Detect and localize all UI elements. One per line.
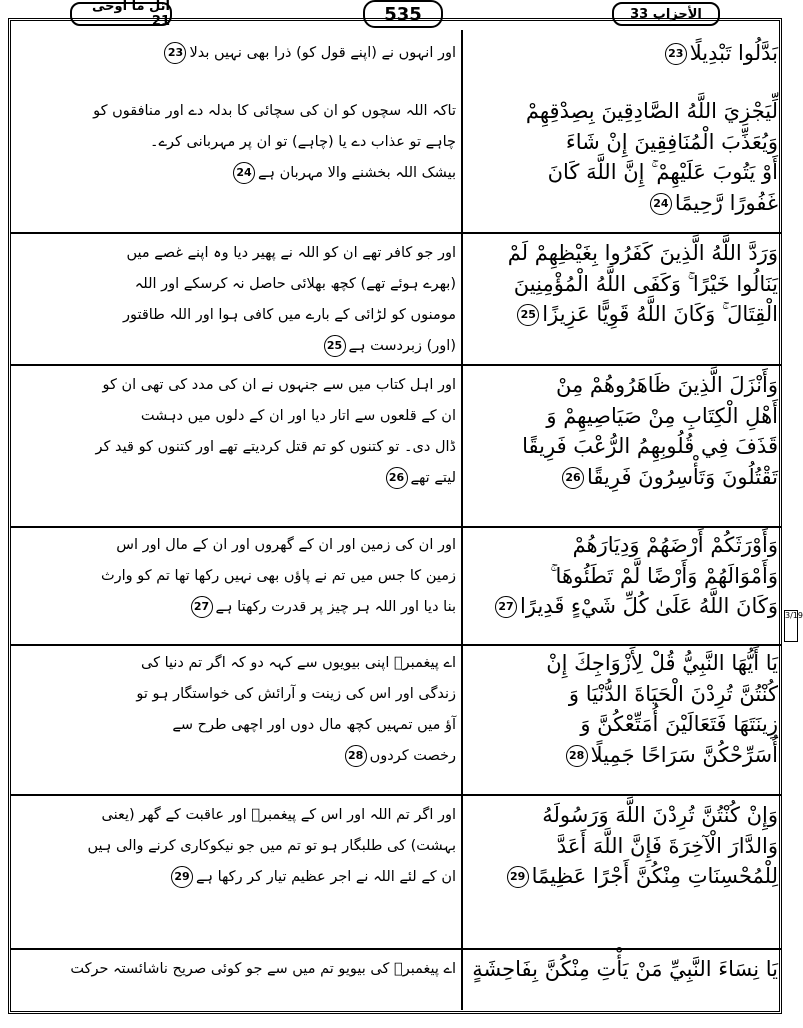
urdu-text: بہشت) کی طلبگار ہو تو تم میں جو نیکوکاری کرنے والی ہیں [87, 838, 456, 854]
arabic-line [463, 188, 778, 219]
urdu-translation-block [12, 800, 456, 893]
urdu-text: بیشک اللہ بخشنے والا مہربان ہے [258, 165, 456, 181]
verse-number-arabic: 25 [517, 304, 539, 326]
arabic-line [463, 401, 778, 432]
urdu-line [12, 954, 456, 985]
verse-number-urdu: 24 [233, 162, 255, 184]
section-separator [11, 794, 782, 796]
urdu-text: اور انہوں نے (اپنے قول کو) ذرا بھی نہیں بدلا [189, 45, 456, 61]
urdu-line [12, 158, 456, 189]
urdu-line [12, 741, 456, 772]
arabic-text: وَأَمْوَالَهُمْ وَأَرْضًا لَّمْ تَطَئُوهَا ۚ [550, 563, 778, 588]
arabic-verse-block [463, 530, 778, 622]
arabic-line [463, 591, 778, 622]
arabic-line [463, 238, 778, 269]
urdu-text: اور جو کافر تھے ان کو اللہ نے پھیر دیا وہ اپنے غصے میں [126, 245, 456, 261]
urdu-line [12, 269, 456, 300]
urdu-line [12, 127, 456, 158]
urdu-line [12, 561, 456, 592]
urdu-text: تاکہ اللہ سچوں کو ان کی سچائی کا بدلہ دے اور منافقوں کو [93, 103, 456, 119]
urdu-translation-block [12, 96, 456, 189]
urdu-line [12, 401, 456, 432]
urdu-translation-block [12, 370, 456, 494]
arabic-verse-block [463, 96, 778, 218]
arabic-verse-block [463, 954, 778, 985]
verse-number-arabic: 26 [562, 467, 584, 489]
arabic-verse-block [463, 370, 778, 492]
arabic-line [463, 709, 778, 740]
urdu-text: چاہے تو عذاب دے یا (چاہے) تو ان پر مہربانی کرے۔ [149, 134, 456, 150]
verse-number-arabic: 24 [650, 193, 672, 215]
arabic-line [463, 740, 778, 771]
urdu-line [12, 710, 456, 741]
verse-number-arabic: 28 [566, 745, 588, 767]
page-number: 535 [363, 0, 443, 28]
arabic-line [463, 96, 778, 127]
urdu-line [12, 800, 456, 831]
urdu-line [12, 831, 456, 862]
urdu-text: لیتے تھے [410, 470, 456, 486]
arabic-text: أُسَرِّحْكُنَّ سَرَاحًا جَمِيلًا [590, 742, 778, 767]
urdu-line [12, 592, 456, 623]
urdu-translation-block [12, 38, 456, 69]
arabic-text: لِلْمُحْسِنَاتِ مِنْكُنَّ أَجْرًا عَظِيمًا [531, 864, 778, 888]
arabic-line [463, 269, 778, 300]
surah-label: الأحزاب 33 [612, 2, 720, 26]
urdu-line [12, 463, 456, 494]
urdu-text: رخصت کردوں [369, 748, 456, 764]
verse-number-arabic: 27 [495, 596, 517, 618]
arabic-text: وَيُعَذِّبَ الْمُنَافِقِينَ إِنْ شَاءَ [565, 129, 778, 154]
arabic-text: وَكَانَ اللَّهُ عَلَىٰ كُلِّ شَيْءٍ قَدِيرًا [520, 594, 778, 618]
verse-number-urdu: 25 [324, 335, 346, 357]
arabic-line [463, 299, 778, 330]
arabic-verse-block [463, 238, 778, 330]
urdu-line [12, 238, 456, 269]
arabic-line [463, 157, 778, 188]
section-separator [11, 232, 782, 234]
arabic-text: يَا نِسَاءَ النَّبِيِّ مَنْ يَأْتِ مِنْكُنَّ بِفَاحِشَةٍ [472, 957, 778, 981]
verse-number-urdu: 29 [171, 866, 193, 888]
arabic-text: وَأَوْرَثَكُمْ أَرْضَهُمْ وَدِيَارَهُمْ [572, 533, 778, 557]
arabic-text: غَفُورًا رَّحِيمًا [674, 190, 778, 215]
arabic-verse-block [463, 648, 778, 770]
verse-number-arabic: 29 [507, 866, 529, 888]
arabic-text: أَوْ يَتُوبَ عَلَيْهِمْ ۚ إِنَّ اللَّهَ كَانَ [547, 160, 778, 184]
arabic-line [463, 861, 778, 892]
urdu-line [12, 432, 456, 463]
urdu-line [12, 648, 456, 679]
arabic-text: أَهْلِ الْكِتَابِ مِنْ صَيَاصِيهِمْ وَ [546, 403, 778, 428]
urdu-translation-block [12, 238, 456, 362]
arabic-text: الْقِتَالَ ۚ وَكَانَ اللَّهُ قَوِيًّا عَزِيزًا [542, 302, 778, 326]
arabic-text: زِينَتَهَا فَتَعَالَيْنَ أُمَتِّعْكُنَّ وَ [580, 712, 778, 736]
urdu-line [12, 96, 456, 127]
arabic-line [463, 831, 778, 862]
urdu-text: اے پیغمبرؐ کی بیویو تم میں سے جو کوئی صریح ناشائستہ حرکت [70, 961, 456, 977]
arabic-line [463, 800, 778, 831]
arabic-text: كُنْتُنَّ تُرِدْنَ الْحَيَاةَ الدُّنْيَا وَ [568, 681, 778, 706]
urdu-text: اور اہل کتاب میں سے جنہوں نے ان کی مدد کی تھی ان کو [102, 377, 456, 393]
section-separator [11, 526, 782, 528]
arabic-text: وَأَنْزَلَ الَّذِينَ ظَاهَرُوهُمْ مِنْ [556, 373, 778, 397]
urdu-text: (اور) زبردست ہے [348, 338, 456, 354]
verse-number-arabic: 23 [665, 43, 687, 65]
arabic-line [463, 38, 778, 69]
urdu-text: بنا دیا اور اللہ ہر چیز پر قدرت رکھتا ہے [215, 599, 456, 615]
arabic-text: وَالدَّارَ الْآخِرَةَ فَإِنَّ اللَّهَ أَعَدَّ [556, 833, 778, 858]
arabic-verse-block [463, 38, 778, 69]
urdu-text: ان کے لئے اللہ نے اجر عظیم تیار کر رکھا ہے [195, 869, 456, 885]
verse-number-urdu: 28 [345, 745, 367, 767]
urdu-text: آؤ میں تمہیں کچھ مال دوں اور اچھی طرح سے [172, 717, 456, 733]
urdu-line [12, 331, 456, 362]
urdu-text: زمین کا جس میں تم نے پاؤں بھی نہیں رکھا تھا تم کو وارث [100, 568, 456, 584]
arabic-text: قَذَفَ فِي قُلُوبِهِمُ الرُّعْبَ فَرِيقًا [522, 434, 778, 458]
urdu-text: ان کے قلعوں سے اتار دیا اور ان کے دلوں میں دہشت [140, 408, 456, 424]
urdu-line [12, 679, 456, 710]
arabic-verse-block [463, 800, 778, 892]
urdu-text: اور اگر تم اللہ اور اس کے پیغمبرؐ اور عاقبت کے گھر (یعنی [101, 807, 456, 823]
arabic-text: وَرَدَّ اللَّهُ الَّذِينَ كَفَرُوا بِغَيْظِهِمْ لَمْ [507, 241, 778, 265]
arabic-text: لِّيَجْزِيَ اللَّهُ الصَّادِقِينَ بِصِدْقِهِمْ [525, 99, 778, 123]
urdu-line [12, 862, 456, 893]
arabic-text: وَإِنْ كُنْتُنَّ تُرِدْنَ اللَّهَ وَرَسُولَهُ [542, 803, 778, 827]
arabic-line [463, 954, 778, 985]
urdu-text: اور ان کی زمین اور ان کے گھروں اور ان کے مال اور اس [116, 537, 456, 553]
arabic-line [463, 530, 778, 561]
urdu-text: ڈال دی۔ تو کتنوں کو تم قتل کردیتے تھے اور کتنوں کو قید کر [95, 439, 456, 455]
arabic-line [463, 462, 778, 493]
arabic-line [463, 127, 778, 158]
juz-label: اتل ما اوحی 21 [70, 2, 172, 26]
verse-number-urdu: 27 [191, 596, 213, 618]
urdu-line [12, 300, 456, 331]
urdu-text: (بھرے ہوئے تھے) کچھ بھلائی حاصل نہ کرسکے اور اللہ [134, 276, 456, 292]
arabic-text: يَنَالُوا خَيْرًا ۚ وَكَفَى اللَّهُ الْمُؤْمِنِينَ [513, 271, 778, 296]
arabic-text: يَا أَيُّهَا النَّبِيُّ قُلْ لِأَزْوَاجِكَ إِنْ [546, 651, 778, 675]
arabic-line [463, 648, 778, 679]
arabic-line [463, 561, 778, 592]
section-separator [11, 948, 782, 950]
verse-number-urdu: 26 [386, 467, 408, 489]
urdu-translation-block [12, 530, 456, 623]
section-separator [11, 644, 782, 646]
ruku-marker: 3/19 [784, 610, 798, 642]
urdu-text: زندگی اور اس کی زینت و آرائش کی خواستگار ہو تو [136, 686, 456, 702]
arabic-line [463, 370, 778, 401]
urdu-text: مومنوں کو لڑائی کے بارے میں کافی ہوا اور اللہ طاقتور [122, 307, 456, 323]
arabic-text: بَدَّلُوا تَبْدِيلًا [689, 41, 778, 65]
verse-number-urdu: 23 [164, 42, 186, 64]
section-separator [11, 364, 782, 366]
urdu-line [12, 38, 456, 69]
urdu-line [12, 530, 456, 561]
urdu-translation-block [12, 954, 456, 985]
urdu-text: اے پیغمبرؐ اپنی بیویوں سے کہہ دو کہ اگر تم دنیا کی [141, 655, 456, 671]
urdu-translation-block [12, 648, 456, 772]
arabic-text: تَقْتُلُونَ وَتَأْسِرُونَ فَرِيقًا [587, 464, 778, 489]
urdu-line [12, 370, 456, 401]
arabic-line [463, 679, 778, 710]
arabic-line [463, 431, 778, 462]
